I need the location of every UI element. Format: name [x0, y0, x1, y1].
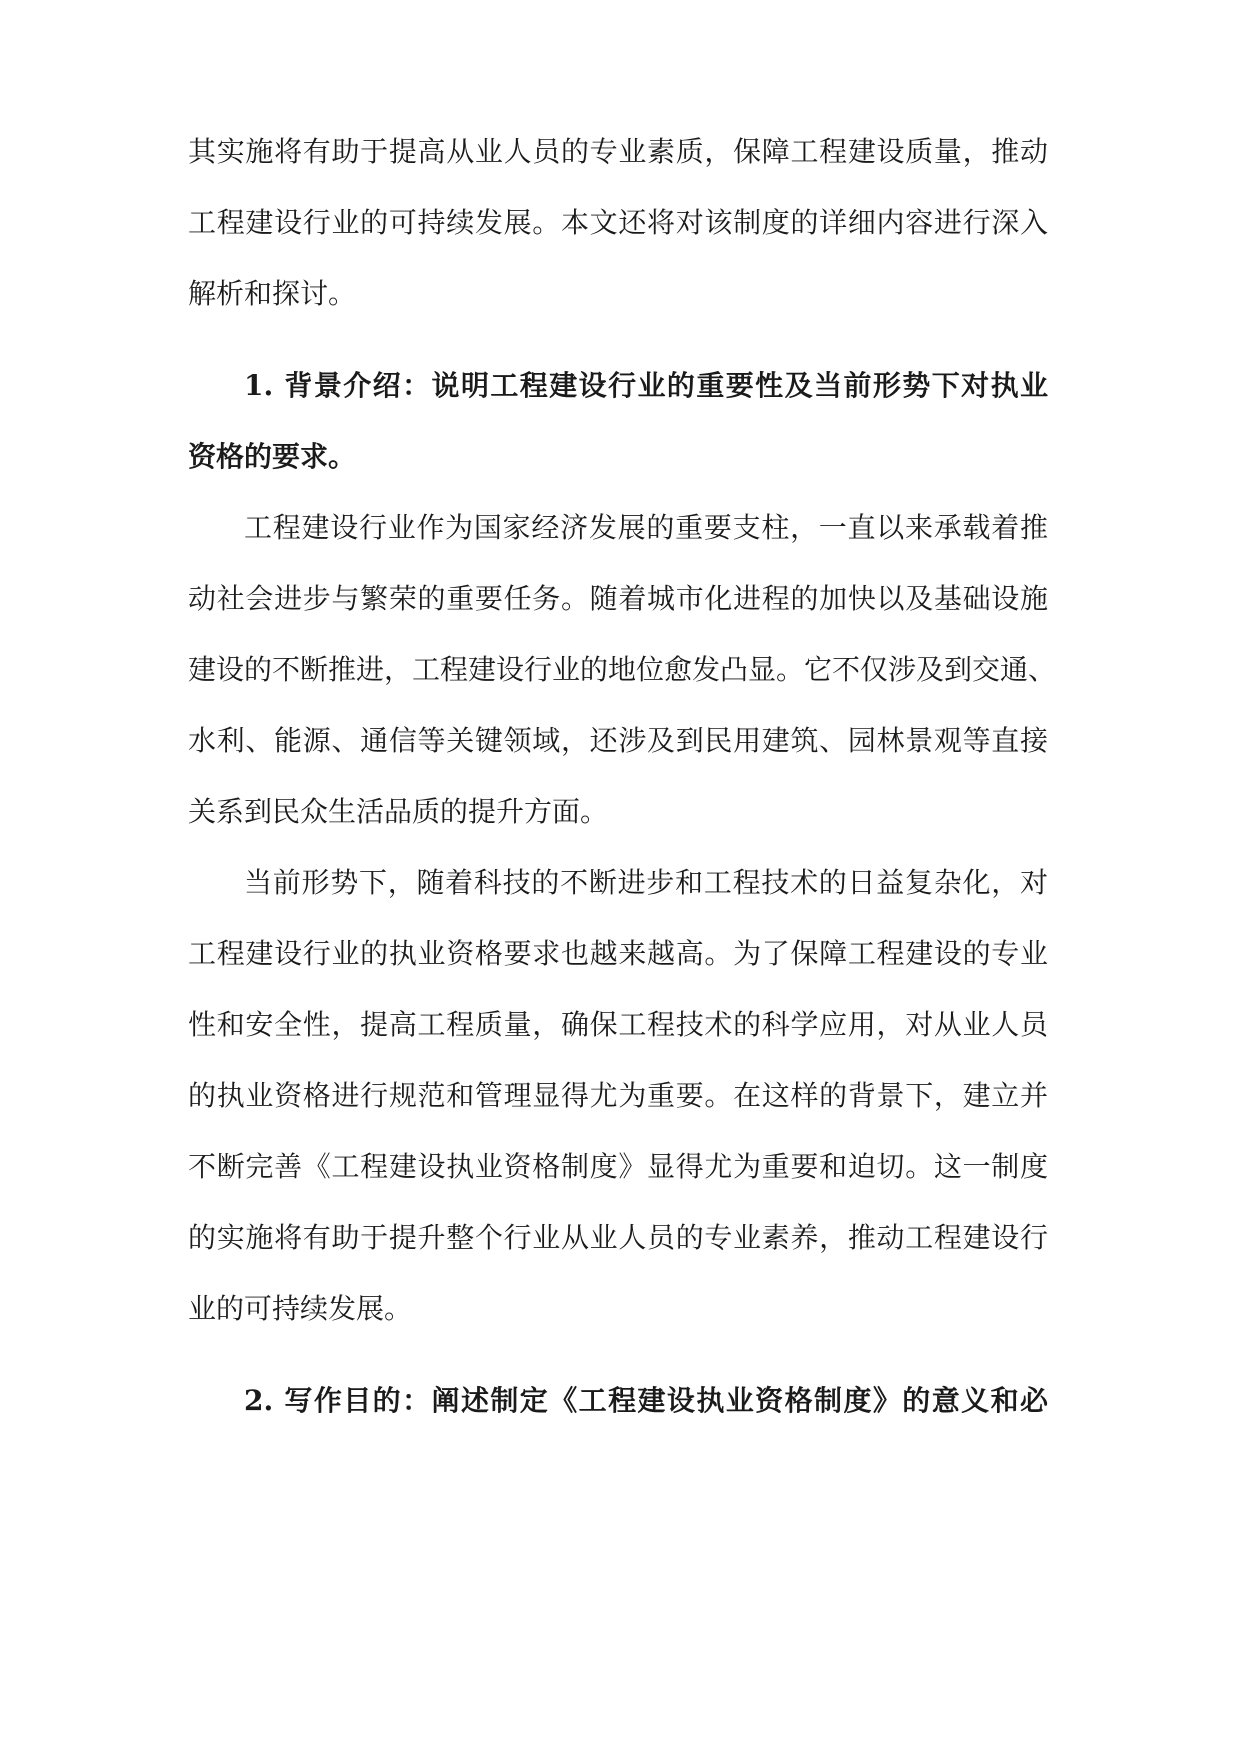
- paragraph-line: 的执业资格进行规范和管理显得尤为重要。在这样的背景下，建立并: [188, 1079, 1048, 1112]
- paragraph-line: 工程建设行业作为国家经济发展的重要支柱，一直以来承载着推: [244, 511, 1048, 544]
- paragraph-line: 其实施将有助于提高从业人员的专业素质，保障工程建设质量，推动: [188, 135, 1048, 168]
- paragraph-line: 动社会进步与繁荣的重要任务。随着城市化进程的加快以及基础设施: [188, 582, 1048, 615]
- paragraph-line: 建设的不断推进，工程建设行业的地位愈发凸显。它不仅涉及到交通、: [188, 653, 1057, 686]
- section-heading-1-continued: 资格的要求。: [188, 440, 357, 473]
- paragraph-line: 的实施将有助于提升整个行业从业人员的专业素养，推动工程建设行: [188, 1221, 1048, 1254]
- paragraph-line: 水利、能源、通信等关键领域，还涉及到民用建筑、园林景观等直接: [188, 724, 1048, 757]
- paragraph-line: 解析和探讨。: [188, 277, 357, 310]
- paragraph-line: 工程建设行业的可持续发展。本文还将对该制度的详细内容进行深入: [188, 206, 1048, 239]
- paragraph-line: 业的可持续发展。: [188, 1292, 413, 1325]
- paragraph-line: 工程建设行业的执业资格要求也越来越高。为了保障工程建设的专业: [188, 937, 1048, 970]
- section-heading-1: 1. 背景介绍：说明工程建设行业的重要性及当前形势下对执业: [244, 369, 1048, 402]
- paragraph-line: 当前形势下，随着科技的不断进步和工程技术的日益复杂化，对: [244, 866, 1048, 899]
- paragraph-line: 关系到民众生活品质的提升方面。: [188, 795, 609, 828]
- paragraph-line: 性和安全性，提高工程质量，确保工程技术的科学应用，对从业人员: [188, 1008, 1048, 1041]
- paragraph-line: 不断完善《工程建设执业资格制度》显得尤为重要和迫切。这一制度: [188, 1150, 1048, 1183]
- section-heading-2: 2. 写作目的：阐述制定《工程建设执业资格制度》的意义和必: [244, 1384, 1048, 1417]
